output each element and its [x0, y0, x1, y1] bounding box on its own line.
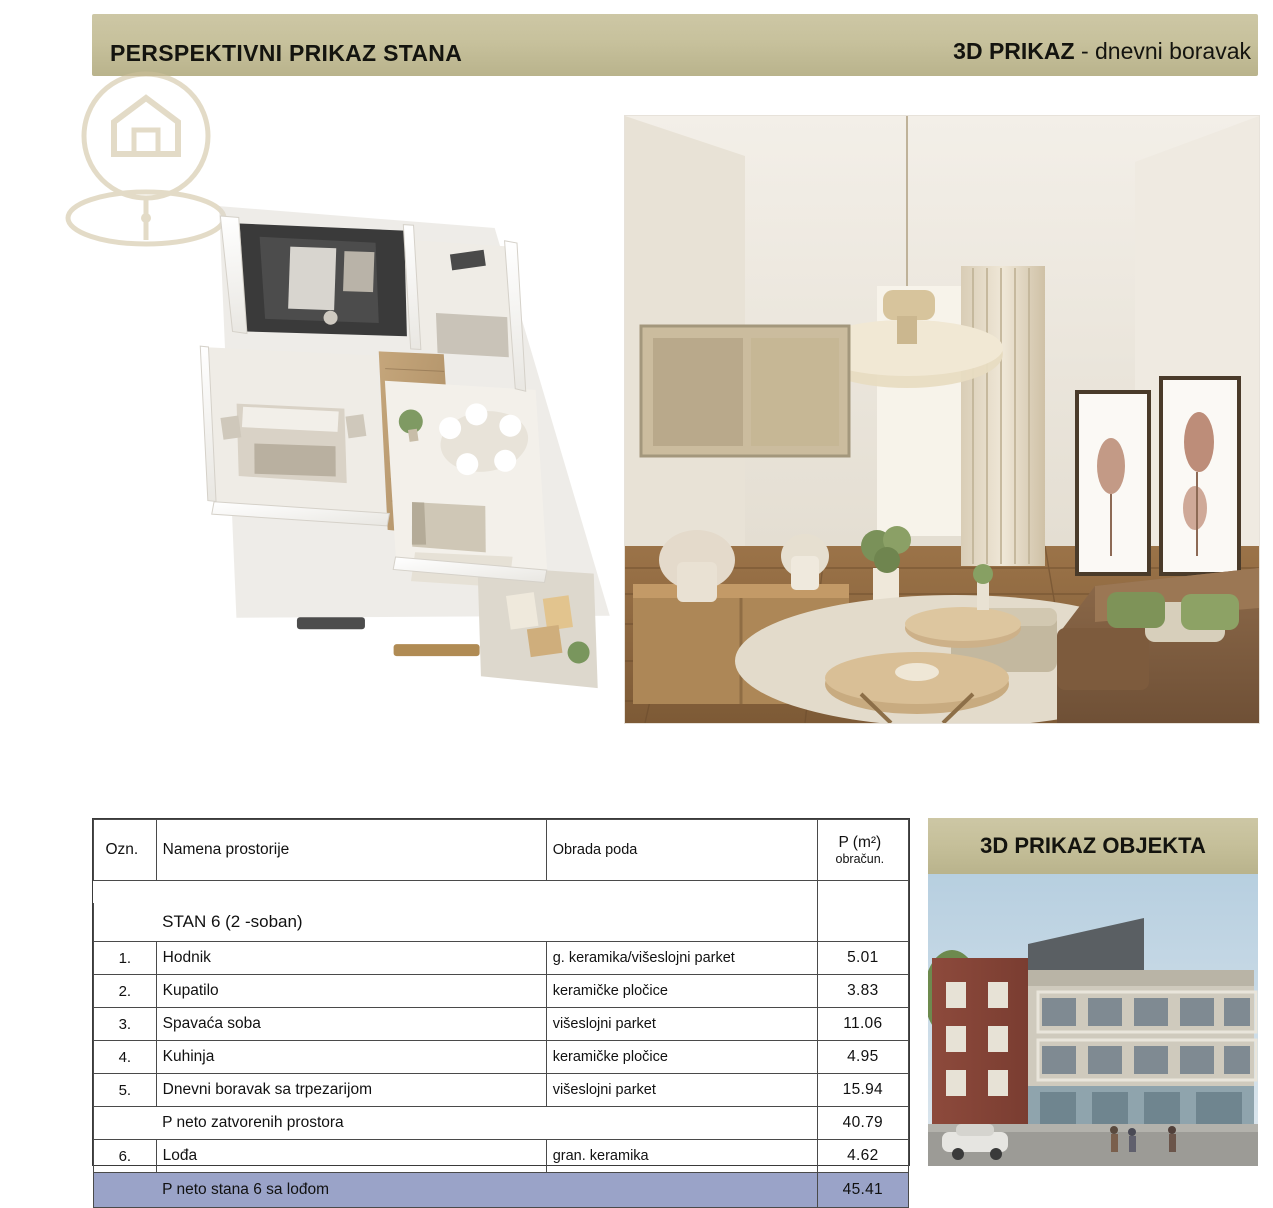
- header-obrada: Obrada poda: [546, 820, 817, 881]
- row-num: 3.: [94, 1008, 157, 1041]
- row-area: 15.94: [817, 1074, 908, 1107]
- row-area: 4.95: [817, 1041, 908, 1074]
- total-area: 45.41: [817, 1173, 908, 1208]
- row-floor: višeslojni parket: [546, 1074, 817, 1107]
- apartment-spec-table: [92, 818, 910, 1198]
- table-row: [94, 975, 909, 1008]
- header-area: [817, 820, 908, 881]
- header-right-title: [953, 38, 1251, 65]
- row-name: Kuhinja: [156, 1041, 546, 1074]
- row-name: Hodnik: [156, 942, 546, 975]
- row-num: 6.: [94, 1140, 157, 1173]
- spacer-cell-right: [817, 881, 908, 904]
- row-floor: keramičke pločice: [546, 975, 817, 1008]
- table-row: [94, 1041, 909, 1074]
- group-title-pad: [94, 903, 157, 942]
- group-title-area: [817, 903, 908, 942]
- row-name: Spavaća soba: [156, 1008, 546, 1041]
- row-floor: keramičke pločice: [546, 1041, 817, 1074]
- row-name: Lođa: [156, 1140, 546, 1173]
- total-label: P neto stana 6 sa lođom: [156, 1173, 817, 1208]
- subtotal-pad: [94, 1107, 157, 1140]
- table-row: [94, 1074, 909, 1107]
- table-group-title-row: [94, 903, 909, 942]
- row-name: Kupatilo: [156, 975, 546, 1008]
- table-header-row: [94, 820, 909, 881]
- page-title: PERSPEKTIVNI PRIKAZ STANA: [110, 40, 463, 66]
- total-pad: [94, 1173, 157, 1208]
- table-row: [94, 942, 909, 975]
- header-right-title-strong: 3D PRIKAZ: [953, 38, 1075, 64]
- object-title: 3D PRIKAZ OBJEKTA: [980, 833, 1206, 858]
- table-row: [94, 1140, 909, 1173]
- object-title-band: [928, 818, 1258, 874]
- row-num: 5.: [94, 1074, 157, 1107]
- row-name: Dnevni boravak sa trpezarijom: [156, 1074, 546, 1107]
- subtotal-area: 40.79: [817, 1107, 908, 1140]
- row-floor: g. keramika/višeslojni parket: [546, 942, 817, 975]
- header-oznaka: Ozn.: [94, 820, 157, 881]
- row-floor: gran. keramika: [546, 1140, 817, 1173]
- group-title: STAN 6 (2 -soban): [162, 912, 303, 931]
- table-row: [94, 1008, 909, 1041]
- header-area-sub: obračun.: [835, 851, 885, 866]
- row-num: 1.: [94, 942, 157, 975]
- row-num: 2.: [94, 975, 157, 1008]
- row-area: 4.62: [817, 1140, 908, 1173]
- subtotal-label: P neto zatvorenih prostora: [156, 1107, 817, 1140]
- floorplan-isometric: [80, 120, 610, 720]
- row-area: 5.01: [817, 942, 908, 975]
- header-right-title-rest: - dnevni boravak: [1074, 38, 1251, 64]
- row-num: 4.: [94, 1041, 157, 1074]
- table-subtotal-row: [94, 1107, 909, 1140]
- header-area-main: P (m²): [838, 833, 882, 851]
- spacer-cell-left: [94, 881, 818, 904]
- header-namena: Namena prostorije: [156, 820, 546, 881]
- row-floor: višeslojni parket: [546, 1008, 817, 1041]
- table-spacer-row: [94, 881, 909, 904]
- building-render: [928, 874, 1258, 1166]
- row-area: 3.83: [817, 975, 908, 1008]
- living-room-render: [624, 115, 1260, 724]
- row-area: 11.06: [817, 1008, 908, 1041]
- table-total-row: [94, 1173, 909, 1208]
